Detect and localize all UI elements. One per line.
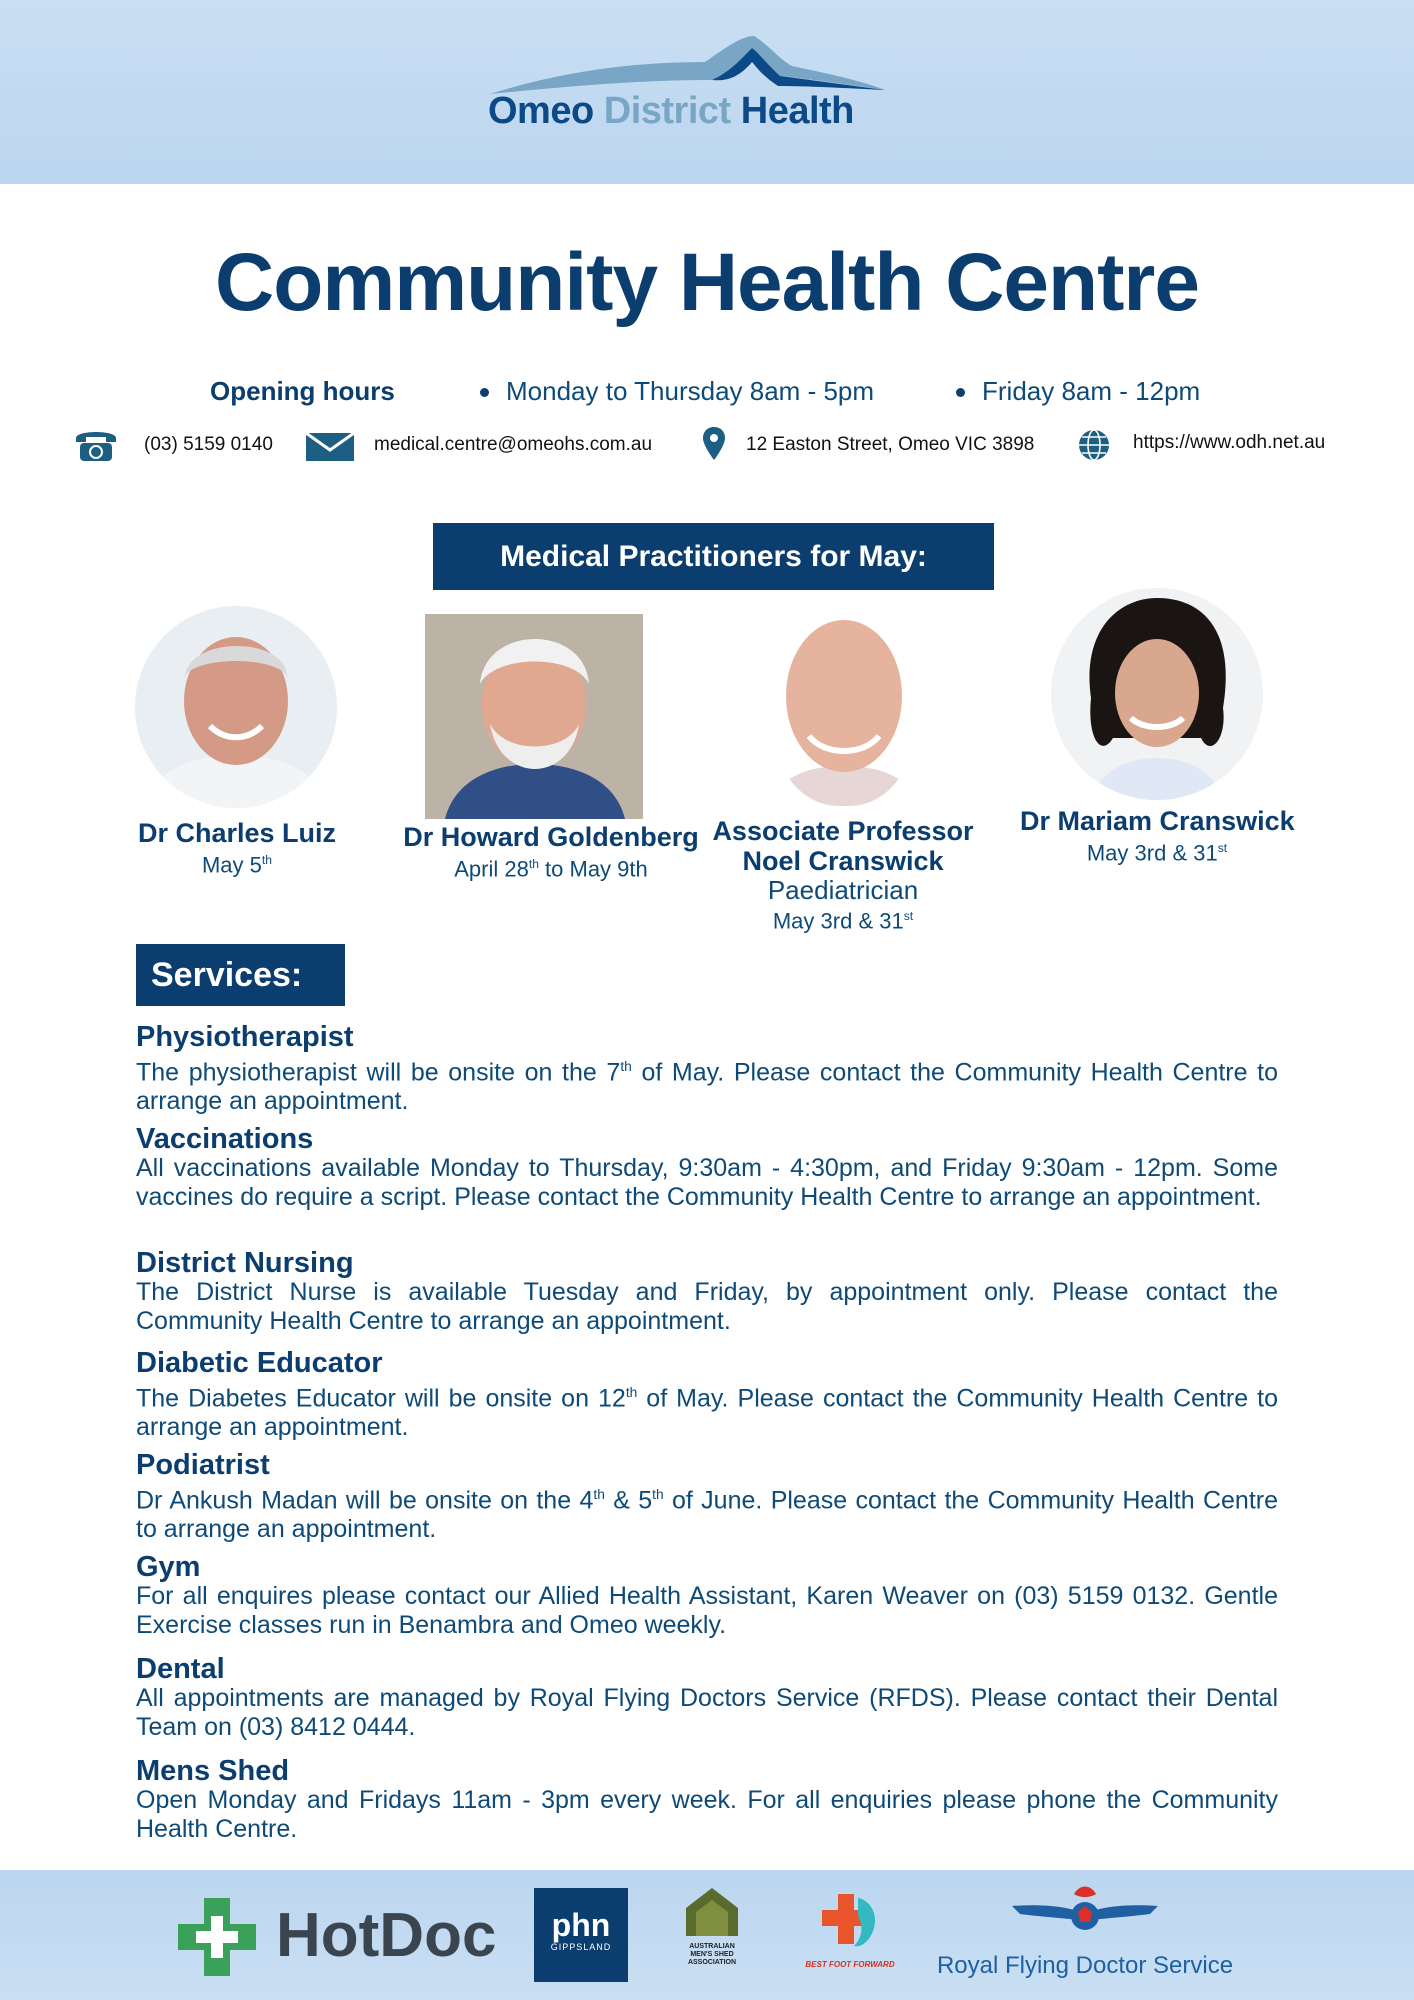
- service-physiotherapist: [136, 1022, 1278, 1116]
- rfds-wordmark: Royal Flying Doctor Service: [936, 1952, 1234, 1979]
- page-title: Community Health Centre: [215, 237, 1199, 328]
- service-description: Dr Ankush Madan will be onsite on the 4th & 5th of June. Please contact the Community Health Centre to arrange an appointment.: [136, 1486, 1278, 1544]
- service-mens-shed: [136, 1756, 1278, 1844]
- service-vaccinations: [136, 1124, 1278, 1212]
- address: 12 Easton Street, Omeo VIC 3898: [746, 434, 1035, 455]
- service-podiatrist: [136, 1450, 1278, 1544]
- mens-shed-text-1: AUSTRALIAN: [689, 1943, 735, 1950]
- doctor-card-howard-goldenberg: [392, 614, 710, 884]
- service-name: Podiatrist: [136, 1449, 270, 1481]
- mens-shed-logo: [676, 1886, 748, 1986]
- logo-word-district: District: [603, 90, 731, 132]
- doctor-name: Dr Howard Goldenberg: [403, 822, 699, 852]
- service-description: For all enquires please contact our Allied Health Assistant, Karen Weaver on (03) 5159 0132. Gentle Exercise classes run in Benambra and Omeo weekly.: [136, 1582, 1278, 1639]
- medical-cross-icon: [176, 1896, 258, 1978]
- shed-roof-icon: [684, 1886, 740, 1938]
- globe-icon: [1077, 428, 1111, 462]
- phone-number[interactable]: (03) 5159 0140: [144, 434, 273, 455]
- doctor-role: Paediatrician: [767, 875, 919, 905]
- opening-hours-label: Opening hours: [210, 376, 395, 406]
- best-foot-forward-logo: [800, 1888, 900, 1982]
- hours-weekday: Monday to Thursday 8am - 5pm: [506, 376, 875, 406]
- phone-icon: [72, 426, 120, 464]
- phn-wordmark: phn: [551, 1907, 611, 1943]
- doctor-dates: May 3rd & 31st: [1086, 840, 1228, 866]
- logo-word-omeo: Omeo: [488, 90, 594, 132]
- phn-sub: GIPPSLAND: [550, 1942, 612, 1952]
- website-link[interactable]: https://www.odh.net.au: [1133, 432, 1326, 453]
- service-description: Open Monday and Fridays 11am - 3pm every week. For all enquiries please phone the Community Health Centre.: [136, 1786, 1278, 1843]
- mens-shed-text-2: MEN'S SHED: [690, 1951, 734, 1958]
- service-name: Mens Shed: [136, 1755, 290, 1787]
- foot-cross-icon: [814, 1888, 884, 1956]
- doctor-dates: May 5th: [201, 852, 272, 878]
- rfds-wings-icon: [1010, 1882, 1160, 1946]
- doctor-name-line1: Associate Professor: [712, 816, 974, 846]
- best-foot-forward-text: BEST FOOT FORWARD: [805, 1960, 895, 1969]
- logo-word-health: Health: [740, 90, 854, 132]
- logo-text: [488, 90, 854, 133]
- email-icon: [305, 432, 355, 462]
- rfds-logo: [930, 1882, 1240, 1986]
- service-district-nursing: [136, 1248, 1278, 1336]
- opening-hours: [0, 376, 1414, 416]
- service-description: All vaccinations available Monday to Thursday, 9:30am - 4:30pm, and Friday 9:30am - 12pm. Some vaccines do require a script. Please contact the Community Health Centre to arrange an appointment.: [136, 1154, 1278, 1211]
- service-name: Dental: [136, 1653, 225, 1685]
- service-description: All appointments are managed by Royal Flying Doctors Service (RFDS). Please contact their Dental Team on (03) 8412 0444.: [136, 1684, 1278, 1741]
- hours-friday: Friday 8am - 12pm: [982, 376, 1201, 406]
- doctor-card-charles-luiz: [110, 606, 364, 886]
- doctor-photo: [135, 606, 337, 808]
- service-name: Vaccinations: [136, 1123, 314, 1155]
- service-description: The District Nurse is available Tuesday and Friday, by appointment only. Please contact the Community Health Centre to arrange an appointment.: [136, 1278, 1278, 1335]
- doctor-photo: [425, 614, 643, 819]
- doctor-name: Dr Charles Luiz: [137, 818, 337, 848]
- mens-shed-text-3: ASSOCIATION: [687, 1959, 737, 1966]
- doctor-card-mariam-cranswick: [1020, 588, 1294, 868]
- email-link[interactable]: medical.centre@omeohs.com.au: [374, 434, 653, 455]
- doctor-name-line2: Noel Cranswick: [742, 846, 944, 876]
- doctor-name: Dr Mariam Cranswick: [1020, 806, 1295, 836]
- service-description: The physiotherapist will be onsite on the 7th of May. Please contact the Community Health Centre to arrange an appointment.: [136, 1058, 1279, 1116]
- service-name: Gym: [136, 1551, 201, 1583]
- service-diabetic-educator: [136, 1348, 1278, 1442]
- doctor-dates: April 28th to May 9th: [454, 856, 648, 882]
- contact-row: [0, 426, 1414, 470]
- doctor-photo: [1051, 588, 1263, 800]
- service-description: The Diabetes Educator will be onsite on 12th of May. Please contact the Community Health Centre to arrange an appointment.: [136, 1384, 1279, 1442]
- location-pin-icon: [702, 426, 726, 462]
- services-heading: Services:: [136, 944, 345, 1006]
- hotdoc-wordmark: HotDoc: [276, 1901, 497, 1970]
- phn-logo: [534, 1888, 628, 1982]
- doctor-photo: [769, 606, 919, 806]
- service-name: District Nursing: [136, 1247, 354, 1279]
- service-dental: [136, 1654, 1278, 1742]
- service-gym: [136, 1552, 1278, 1640]
- doctor-dates: May 3rd & 31st: [772, 908, 914, 934]
- doctor-card-noel-cranswick: [700, 606, 986, 936]
- service-name: Physiotherapist: [136, 1021, 354, 1053]
- practitioners-heading: Medical Practitioners for May:: [433, 523, 994, 590]
- service-name: Diabetic Educator: [136, 1347, 383, 1379]
